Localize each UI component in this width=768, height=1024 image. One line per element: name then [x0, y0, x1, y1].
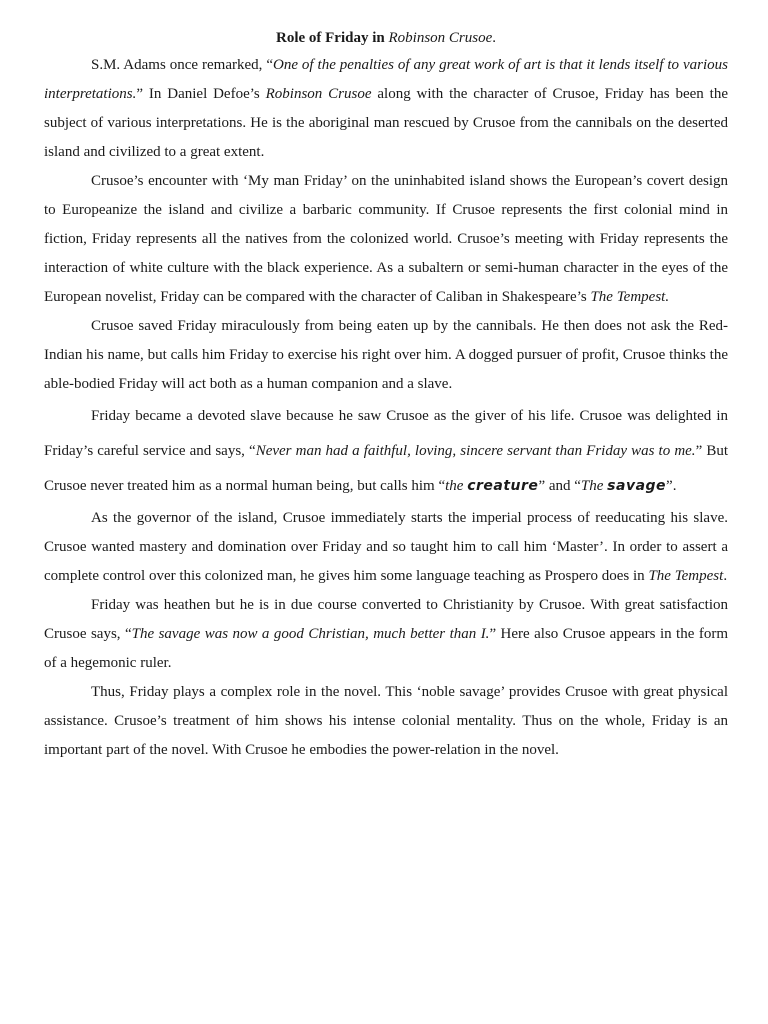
- p2-play-title: The Tempest.: [590, 289, 670, 305]
- paragraph-2: [44, 167, 728, 312]
- p1-text-b: ” In Daniel Defoe’s: [136, 86, 266, 102]
- p6-text-b: ” Here also Crusoe appears in the form of a hegemonic ruler.: [44, 626, 728, 671]
- document-title: [44, 28, 728, 48]
- paragraph-6: [44, 591, 728, 678]
- title-suffix: .: [492, 30, 496, 46]
- title-book: Robinson Crusoe: [388, 30, 493, 46]
- title-prefix: Role of Friday in: [275, 30, 385, 46]
- p5-play-title: The Tempest: [648, 568, 724, 584]
- p1-book-title: Robinson Crusoe: [265, 86, 372, 102]
- p5-text-a: As the governor of the island, Crusoe immediately starts the imperial process of reeducating his slave. Crusoe wanted mastery and domination over Friday and so taught him to call him ‘Master’. In order to assert a complete control over this colonized man, he gives him some language teaching as Prospero does in: [44, 510, 728, 584]
- paragraph-4: [44, 399, 728, 504]
- p4-quote: Never man had a faithful, loving, sincere servant than Friday was to me.: [255, 443, 696, 459]
- p4-the-2: The: [580, 478, 604, 494]
- p4-creature: creature: [467, 478, 539, 494]
- p6-quote: The savage was now a good Christian, much better than I.: [131, 626, 490, 642]
- p4-text-c: ” and “: [538, 478, 581, 494]
- p1-text-c: along with the character of Crusoe, Friday has been the subject of various interpretations. He is the aboriginal man rescued by Crusoe from the cannibals on the deserted island and civilized to a great extent.: [44, 86, 728, 160]
- p5-text-b: .: [723, 568, 728, 584]
- p4-text-a: Friday became a devoted slave because he saw Crusoe as the giver of his life. Crusoe was delighted in Friday’s careful service and says, “: [44, 408, 728, 459]
- paragraph-1: [44, 51, 728, 167]
- document-page: [44, 28, 728, 765]
- paragraph-5: [44, 504, 728, 591]
- p4-savage: savage: [607, 478, 667, 494]
- p4-the: the: [445, 478, 464, 494]
- p6-text-a: Friday was heathen but he is in due course converted to Christianity by Crusoe. With great satisfaction Crusoe says, “: [44, 597, 728, 642]
- p4-text-d: ”.: [666, 478, 677, 494]
- paragraph-7: [44, 678, 728, 765]
- p3-text: Crusoe saved Friday miraculously from being eaten up by the cannibals. He then does not ask the Red-Indian his name, but calls him Friday to exercise his right over him. A dogged pursuer of profit, Crusoe thinks the able-bodied Friday will act both as a human companion and a slave.: [44, 318, 728, 392]
- paragraph-3: [44, 312, 728, 399]
- p1-text-a: S.M. Adams once remarked, “: [91, 57, 273, 73]
- p4-text-b: ” But Crusoe never treated him as a normal human being, but calls him “: [44, 443, 728, 494]
- p1-quote: One of the penalties of any great work of art is that it lends itself to various interpretations.: [44, 57, 728, 102]
- p7-text: Thus, Friday plays a complex role in the novel. This ‘noble savage’ provides Crusoe with great physical assistance. Crusoe’s treatment of him shows his intense colonial mentality. Thus on the whole, Friday is an important part of the novel. With Crusoe he embodies the power-relation in the novel.: [44, 684, 728, 758]
- p2-text-a: Crusoe’s encounter with ‘My man Friday’ on the uninhabited island shows the European’s covert design to Europeanize the island and civilize a barbaric community. If Crusoe represents the first colonial mind in fiction, Friday represents all the natives from the colonized world. Crusoe’s meeting with Friday represents the interaction of white culture with the black experience. As a subaltern or semi-human character in the eyes of the European novelist, Friday can be compared with the character of Caliban in Shakespeare’s: [44, 173, 728, 305]
